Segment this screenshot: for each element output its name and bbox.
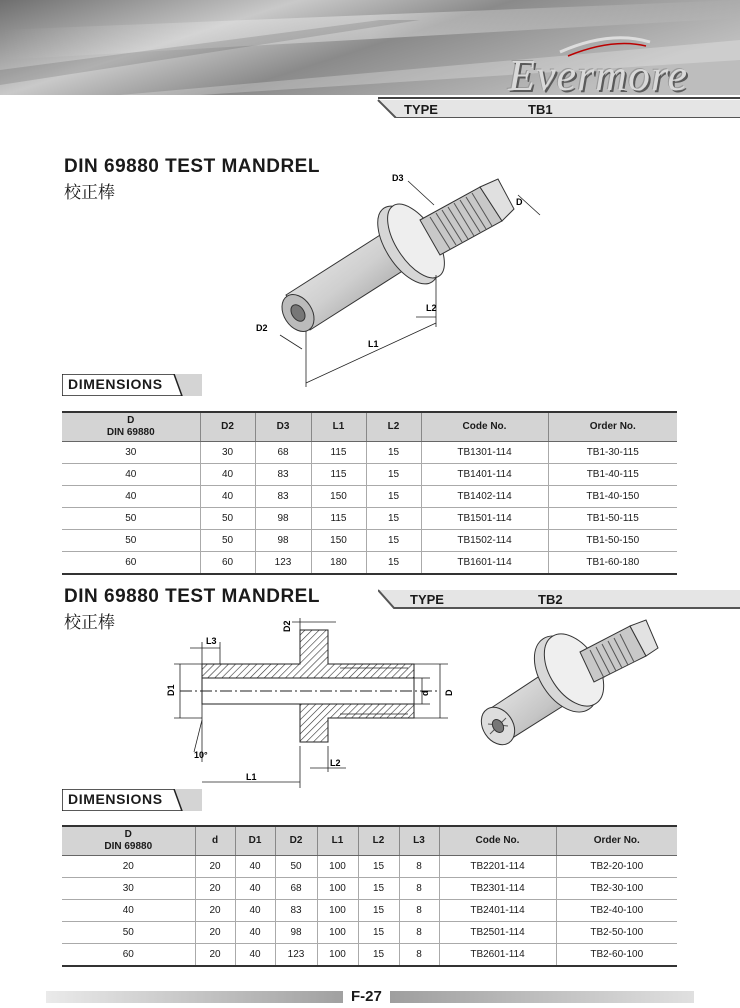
table-cell: 50 xyxy=(275,856,317,878)
table-row xyxy=(62,552,677,575)
table-row xyxy=(62,878,677,900)
brand-logo: Evermore xyxy=(508,51,688,100)
table-cell: TB1502-114 xyxy=(421,530,548,552)
col-header-code: Code No. xyxy=(439,826,556,856)
table-cell: 15 xyxy=(358,878,399,900)
label-d: D xyxy=(444,689,454,696)
table-row xyxy=(62,856,677,878)
table-cell: 100 xyxy=(317,922,358,944)
table-cell: TB1-40-115 xyxy=(548,464,677,486)
section1-title: DIN 69880 TEST MANDREL xyxy=(64,156,320,177)
table-cell: 15 xyxy=(358,922,399,944)
table-cell: 15 xyxy=(366,464,421,486)
table-cell: 98 xyxy=(275,922,317,944)
table-cell: 20 xyxy=(195,856,235,878)
type-value: TB1 xyxy=(528,102,553,117)
table-cell: TB1601-114 xyxy=(421,552,548,575)
table-cell: TB1501-114 xyxy=(421,508,548,530)
table-cell: 50 xyxy=(62,530,200,552)
table-header-row xyxy=(62,826,677,856)
col-header-l3: L3 xyxy=(399,826,439,856)
section1-title-cn: 校正棒 xyxy=(64,183,115,203)
table-cell: 30 xyxy=(62,878,195,900)
table-cell: 40 xyxy=(235,900,275,922)
table-cell: 40 xyxy=(235,856,275,878)
col-header-l2: L2 xyxy=(366,412,421,442)
col-header-d-small: d xyxy=(195,826,235,856)
col-header-d1: D1 xyxy=(235,826,275,856)
table-cell: 20 xyxy=(195,878,235,900)
table-cell: TB1301-114 xyxy=(421,442,548,464)
table-cell: TB1-60-180 xyxy=(548,552,677,575)
label-angle: 10° xyxy=(194,750,208,760)
table-cell: TB2-20-100 xyxy=(556,856,677,878)
col-header-d2: D2 xyxy=(275,826,317,856)
col-header-d: D DIN 69880 xyxy=(62,826,195,856)
label-l2: L2 xyxy=(330,758,341,768)
table-cell: 40 xyxy=(200,486,255,508)
table-cell: 40 xyxy=(235,878,275,900)
table-cell: 40 xyxy=(235,922,275,944)
table-cell: 50 xyxy=(200,508,255,530)
table-cell: 8 xyxy=(399,878,439,900)
table-cell: 100 xyxy=(317,944,358,967)
table-cell: 15 xyxy=(358,900,399,922)
type-label: TYPE xyxy=(404,102,438,117)
table-cell: 150 xyxy=(311,486,366,508)
label-d1: D1 xyxy=(166,684,176,696)
table-cell: 50 xyxy=(200,530,255,552)
table-row xyxy=(62,944,677,967)
col-header-d: D DIN 69880 xyxy=(62,412,200,442)
table-cell: 115 xyxy=(311,464,366,486)
col-header-order: Order No. xyxy=(556,826,677,856)
dimensions-tab-2: DIMENSIONS xyxy=(62,789,202,811)
table-cell: 100 xyxy=(317,856,358,878)
table-cell: 83 xyxy=(255,486,311,508)
label-l2: L2 xyxy=(426,303,437,313)
table-cell: 115 xyxy=(311,508,366,530)
table-cell: 100 xyxy=(317,900,358,922)
label-d2: D2 xyxy=(282,620,292,632)
table-cell: 15 xyxy=(366,552,421,575)
table-cell: TB2601-114 xyxy=(439,944,556,967)
table-row xyxy=(62,900,677,922)
label-d: D xyxy=(516,197,523,207)
table-cell: 30 xyxy=(200,442,255,464)
table-cell: 50 xyxy=(62,922,195,944)
table-row xyxy=(62,530,677,552)
table-cell: 68 xyxy=(275,878,317,900)
table-cell: 150 xyxy=(311,530,366,552)
table-cell: 15 xyxy=(366,530,421,552)
section2-title-cn: 校正棒 xyxy=(64,613,115,633)
page-number: F-27 xyxy=(343,988,390,1005)
col-header-code: Code No. xyxy=(421,412,548,442)
table-row xyxy=(62,508,677,530)
table-cell: TB2201-114 xyxy=(439,856,556,878)
col-header-d3: D3 xyxy=(255,412,311,442)
tb2-mandrel-3d xyxy=(470,612,660,762)
table-cell: TB2-30-100 xyxy=(556,878,677,900)
col-header-order: Order No. xyxy=(548,412,677,442)
table-cell: 83 xyxy=(275,900,317,922)
table-cell: 50 xyxy=(62,508,200,530)
col-header-l2: L2 xyxy=(358,826,399,856)
label-d2: D2 xyxy=(256,323,268,333)
table-header-row xyxy=(62,412,677,442)
table-cell: 40 xyxy=(62,900,195,922)
table-cell: 60 xyxy=(62,552,200,575)
table-row xyxy=(62,442,677,464)
table-cell: 15 xyxy=(366,508,421,530)
label-d-small: d xyxy=(420,690,430,696)
table-row xyxy=(62,486,677,508)
table-cell: 40 xyxy=(62,486,200,508)
table-cell: 20 xyxy=(62,856,195,878)
table-cell: 30 xyxy=(62,442,200,464)
table-cell: 8 xyxy=(399,922,439,944)
table-cell: TB1402-114 xyxy=(421,486,548,508)
label-d3: D3 xyxy=(392,173,404,183)
table-cell: 98 xyxy=(255,530,311,552)
label-l3: L3 xyxy=(206,636,217,646)
tb1-dimensions-table xyxy=(62,411,677,575)
table-cell: TB2301-114 xyxy=(439,878,556,900)
table-cell: 60 xyxy=(200,552,255,575)
table-cell: 98 xyxy=(255,508,311,530)
tb2-dimensions-table xyxy=(62,825,677,967)
table-cell: 83 xyxy=(255,464,311,486)
col-header-l1: L1 xyxy=(311,412,366,442)
table-cell: TB2-60-100 xyxy=(556,944,677,967)
table-cell: 115 xyxy=(311,442,366,464)
table-cell: 123 xyxy=(255,552,311,575)
col-header-d2: D2 xyxy=(200,412,255,442)
table-cell: 40 xyxy=(235,944,275,967)
table-cell: 15 xyxy=(366,442,421,464)
tb1-mandrel-drawing xyxy=(240,165,570,390)
table-cell: 20 xyxy=(195,900,235,922)
table-row xyxy=(62,464,677,486)
section2-title: DIN 69880 TEST MANDREL xyxy=(64,586,320,607)
table-cell: 68 xyxy=(255,442,311,464)
table-cell: TB1-40-150 xyxy=(548,486,677,508)
table-cell: 15 xyxy=(358,856,399,878)
dimensions-tab-1: DIMENSIONS xyxy=(62,374,202,396)
table-cell: 15 xyxy=(366,486,421,508)
table-cell: TB2401-114 xyxy=(439,900,556,922)
table-cell: TB1401-114 xyxy=(421,464,548,486)
table-cell: 100 xyxy=(317,878,358,900)
table-cell: 40 xyxy=(62,464,200,486)
col-header-l1: L1 xyxy=(317,826,358,856)
table-cell: 15 xyxy=(358,944,399,967)
table-row xyxy=(62,922,677,944)
table-cell: 20 xyxy=(195,944,235,967)
table-cell: 40 xyxy=(200,464,255,486)
table-cell: TB1-50-115 xyxy=(548,508,677,530)
type-value-2: TB2 xyxy=(538,592,563,607)
table-cell: 180 xyxy=(311,552,366,575)
table-cell: TB2501-114 xyxy=(439,922,556,944)
tb2-section-drawing xyxy=(160,612,460,792)
label-l1: L1 xyxy=(368,339,379,349)
label-l1: L1 xyxy=(246,772,257,782)
table-cell: 8 xyxy=(399,944,439,967)
table-cell: TB1-30-115 xyxy=(548,442,677,464)
table-cell: 60 xyxy=(62,944,195,967)
table-cell: TB2-40-100 xyxy=(556,900,677,922)
table-cell: 123 xyxy=(275,944,317,967)
table-cell: TB1-50-150 xyxy=(548,530,677,552)
table-cell: TB2-50-100 xyxy=(556,922,677,944)
table-cell: 20 xyxy=(195,922,235,944)
table-cell: 8 xyxy=(399,900,439,922)
table-cell: 8 xyxy=(399,856,439,878)
type-label-2: TYPE xyxy=(410,592,444,607)
